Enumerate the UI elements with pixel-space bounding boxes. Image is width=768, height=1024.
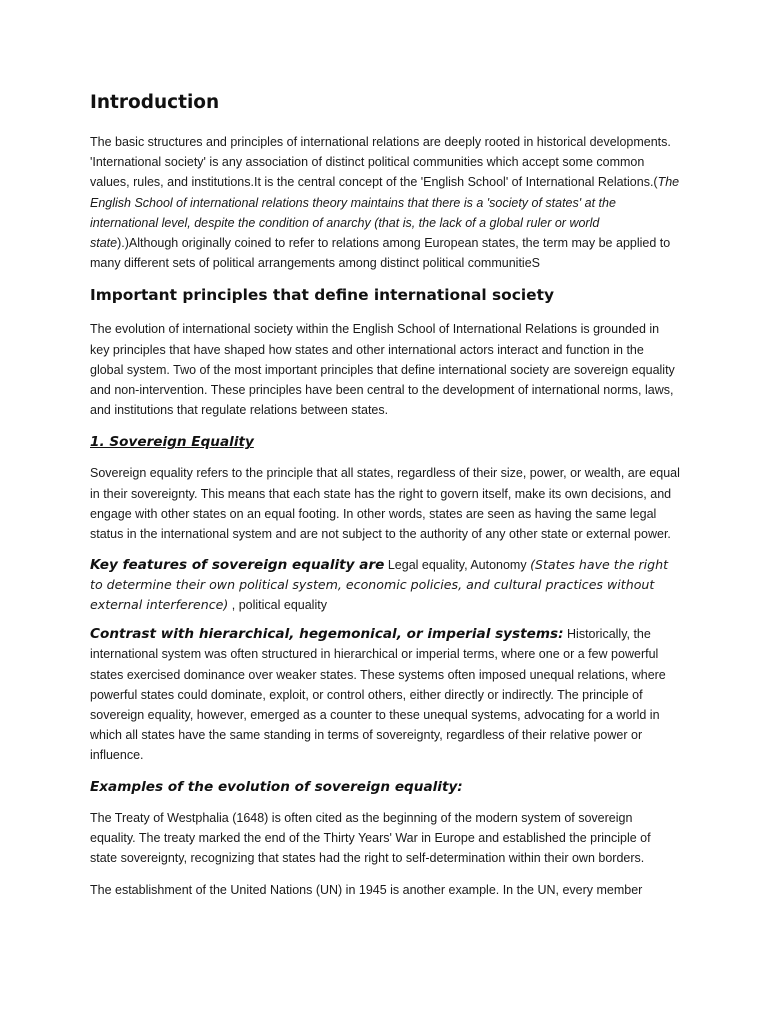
key-features-lead: Key features of sovereign equality are (90, 557, 385, 574)
example-westphalia-paragraph: The Treaty of Westphalia (1648) is often cited as the beginning of the modern system of sovereign equality. The treaty marked the end of the Thirty Years' War in Europe and established the principle of state sovereignty, recognizing that states had the right to self-determination within their own borders. (90, 810, 651, 866)
intro-text-start: The basic structures and principles of international relations are deeply rooted in historical developments. 'International society' is any association of distinct political communities which accept some common values, rules, and institutions.It is the central concept of the 'English School' of International Relations.( (90, 135, 671, 190)
contrast-text: Historically, the international system was often structured in hierarchical or imperial terms, where one or a few powerful states exercised dominance over weaker states. These systems often imposed unequal relations, where powerful states could dominate, exploit, or control others, either directly or indirectly. The principle of sovereign equality, however, emerged as a counter to these unequal systems, advocating for a world in which all states have the same standing in terms of sovereignty, regardless of their relative power or influence. (90, 627, 666, 763)
example-un-paragraph: The establishment of the United Nations (UN) in 1945 is another example. In the UN, every member (90, 883, 643, 898)
key-features-italic: (States have the right to determine their own political system, economic policies, and cultural practices without external interference) (90, 557, 669, 613)
key-features-end: , political equality (228, 598, 327, 613)
contrast-lead: Contrast with hierarchical, hegemonical, or imperial systems: (90, 626, 564, 643)
principles-paragraph: The evolution of international society within the English School of International Relations is grounded in key principles that have shaped how states and other international actors interact and function in the global system. Two of the most important principles that define international society are sovereign equality and non-intervention. These principles have been central to the development of international norms, laws, and institutions that regulate relations between states. (90, 322, 675, 418)
sovereign-equality-heading: 1. Sovereign Equality (90, 434, 254, 451)
key-features-text: Legal equality, Autonomy (384, 558, 531, 573)
intro-text-italic: The English School of international relations theory maintains that there is a 'society of states' at the international level, despite the condition of anarchy (that is, the lack of a global ruler or world state (90, 175, 680, 251)
intro-text-end: ).)Although originally coined to refer to relations among European states, the term may be applied to many different sets of political arrangements among distinct political communitieS (90, 236, 671, 271)
key-features-paragraph (90, 555, 680, 615)
intro-heading: Introduction (90, 92, 220, 113)
sovereign-equality-paragraph: Sovereign equality refers to the principle that all states, regardless of their size, power, or wealth, are equal in their sovereignty. This means that each state has the right to govern itself, make its own decisions, and engage with other states on an equal footing. In other words, states are seen as having the same legal status in the international system and are not subject to the authority of any other state or external power. (90, 466, 680, 542)
principles-heading: Important principles that define international society (90, 286, 554, 305)
intro-paragraph (90, 132, 680, 273)
document-body (90, 89, 680, 900)
contrast-paragraph (90, 624, 680, 765)
examples-heading: Examples of the evolution of sovereign equality: (90, 778, 463, 795)
